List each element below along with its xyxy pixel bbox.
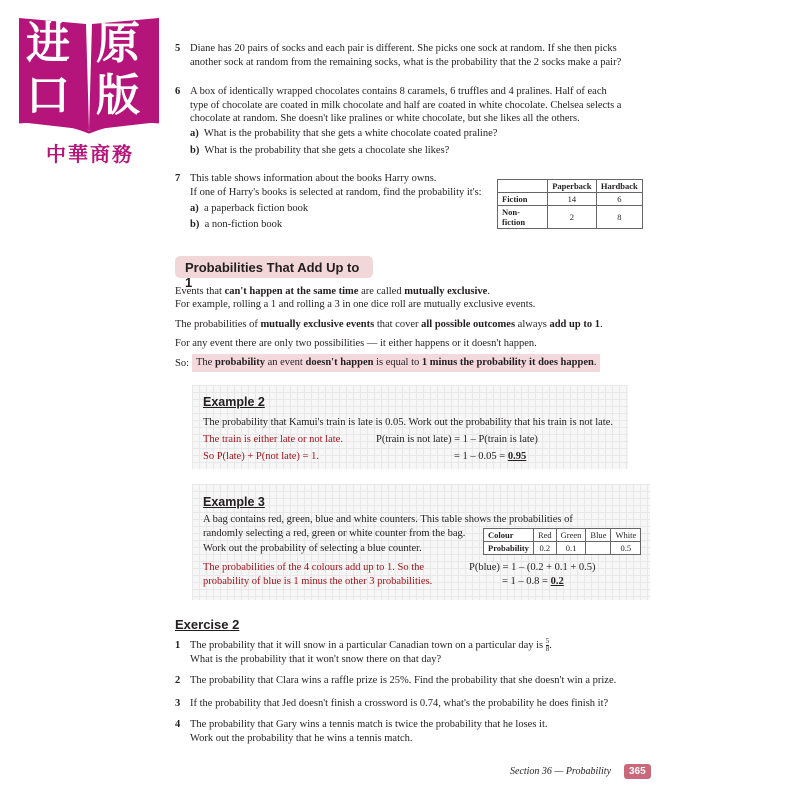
table-cell: Non-fiction	[498, 206, 548, 229]
logo-char-4: 版	[96, 70, 140, 121]
exercise-title: Exercise 2	[175, 617, 240, 632]
table-cell: 0.2	[533, 542, 556, 555]
question-text: The probability that it will snow in a particular Canadian town on a particular day is $\frac{5}{8}$ . What is the probability that it won't snow there on that day?	[190, 637, 552, 665]
example-title: Example 2	[203, 395, 265, 409]
part-label: a)	[190, 203, 199, 214]
question-text: The probability that Clara wins a raffle prize is 25%. Find the probability that she doesn't win a prize.	[190, 675, 617, 686]
question-line: randomly selecting a red, green or white counter from the bag.	[203, 527, 466, 539]
intro-paragraph: Events that can't happen at the same time are called mutually exclusive.	[175, 286, 490, 297]
question-text: If the probability that Jed doesn't finish a crossword is 0.74, what's the probability he does finish it?	[190, 698, 609, 709]
logo-char-1: 进	[26, 18, 70, 69]
colour-probability-table	[483, 528, 641, 555]
question-line: chocolate at random. She doesn't like pralines or white chocolate, but she likes all the others.	[190, 113, 580, 124]
table-header: Probability	[484, 542, 534, 555]
example-note: The train is either late or not late.	[203, 434, 343, 445]
question-text: The probability that Gary wins a tennis match is twice the probability that he loses it. Work out the probability that he wins a tennis match.	[190, 719, 548, 744]
example-working: P(blue) = 1 – (0.2 + 0.1 + 0.5)	[469, 562, 596, 573]
part-text: a non-fiction book	[204, 219, 283, 230]
table-row	[484, 529, 641, 542]
table-row	[498, 206, 643, 229]
table-row	[498, 193, 643, 206]
table-cell: Red	[533, 529, 556, 542]
question-number: 1	[175, 640, 181, 651]
example-question: The probability that Kamui's train is late is 0.05. Work out the probability that his train is not late.	[203, 417, 613, 428]
question-line: This table shows information about the books Harry owns.	[190, 173, 437, 184]
table-cell: 14	[548, 193, 597, 206]
question-number: 7	[175, 173, 181, 184]
part-label: a)	[190, 128, 199, 139]
question-text	[190, 172, 482, 199]
table-header	[498, 180, 548, 193]
question-number: 4	[175, 719, 181, 730]
question-number: 5	[175, 43, 181, 54]
intro-paragraph: The probabilities of mutually exclusive events that cover all possible outcomes always add up to 1.	[175, 319, 603, 330]
example-title: Example 3	[203, 495, 265, 509]
part-text: What is the probability that she gets a white chocolate coated praline?	[203, 128, 498, 139]
question-number: 3	[175, 698, 181, 709]
logo-char-3: 口	[26, 70, 70, 121]
part-text: What is the probability that she gets a chocolate she likes?	[204, 145, 450, 156]
table-cell: 0.5	[611, 542, 641, 555]
table-cell: 2	[548, 206, 597, 229]
example-2-box	[192, 385, 628, 469]
books-table	[497, 179, 643, 229]
logo-subtitle: 中華商務	[46, 142, 134, 166]
table-cell	[586, 542, 611, 555]
question-line: another sock at random from the remaining socks, what is the probability that the 2 socks make a pair?	[190, 56, 622, 68]
question-part	[190, 127, 497, 141]
question-line: A box of identically wrapped chocolates contains 8 caramels, 6 truffles and 4 pralines. Half of each	[190, 86, 607, 97]
table-cell: 6	[596, 193, 642, 206]
table-cell: Green	[556, 529, 586, 542]
part-text: a paperback fiction book	[204, 203, 309, 214]
question-part	[190, 144, 449, 158]
question-number: 2	[175, 675, 181, 686]
intro-paragraph: For any event there are only two possibilities — it either happens or it doesn't happen.	[175, 338, 537, 349]
question-text	[190, 42, 621, 69]
table-row	[484, 542, 641, 555]
question-line: type of chocolate are coated in milk chocolate and half are coated in white chocolate. Chelsea selects a	[190, 99, 622, 111]
question-line: A bag contains red, green, blue and white counters. This table shows the probabilities of	[203, 514, 573, 525]
table-cell: 0.1	[556, 542, 586, 555]
publisher-logo	[16, 14, 162, 164]
question-line: If one of Harry's books is selected at random, find the probability it's:	[190, 186, 482, 198]
intro-paragraph: For example, rolling a 1 and rolling a 3 in one dice roll are mutually exclusive events.	[175, 299, 536, 310]
table-cell: White	[611, 529, 641, 542]
table-header: Paperback	[548, 180, 597, 193]
table-cell: 8	[596, 206, 642, 229]
question-number: 6	[175, 86, 181, 97]
part-label: b)	[190, 219, 200, 230]
page-number: 365	[624, 764, 651, 779]
footer-section: Section 36 — Probability	[510, 766, 612, 777]
question-text	[190, 85, 621, 126]
example-answer: = 1 – 0.05 = 0.95	[454, 451, 527, 462]
question-part	[190, 202, 308, 216]
fraction: $\frac{5}{8}$	[545, 637, 550, 653]
example-working: P(train is not late) = 1 – P(train is late)	[376, 434, 538, 445]
example-note: The probabilities of the 4 colours add up to 1. So the probability of blue is 1 minus the other 3 probabilities.	[203, 562, 433, 587]
table-header: Colour	[484, 529, 534, 542]
example-note: So P(late) + P(not late) = 1.	[203, 451, 319, 462]
question-line: Diane has 20 pairs of socks and each pair is different. She picks one sock at random. If she then picks	[190, 43, 617, 54]
table-header: Hardback	[596, 180, 642, 193]
example-question: Work out the probability of selecting a blue counter.	[203, 543, 422, 554]
part-label: b)	[190, 145, 200, 156]
key-rule: The probability an event doesn't happen is equal to 1 minus the probability it does happen.	[192, 354, 600, 372]
example-3-box	[192, 484, 650, 600]
section-heading: Probabilities That Add Up to 1	[175, 256, 373, 278]
table-cell: Blue	[586, 529, 611, 542]
table-cell: Fiction	[498, 193, 548, 206]
question-part	[190, 218, 282, 232]
logo-char-2: 原	[96, 18, 140, 69]
example-answer: = 1 – 0.8 = 0.2	[502, 576, 564, 587]
so-label: So:	[175, 358, 190, 369]
